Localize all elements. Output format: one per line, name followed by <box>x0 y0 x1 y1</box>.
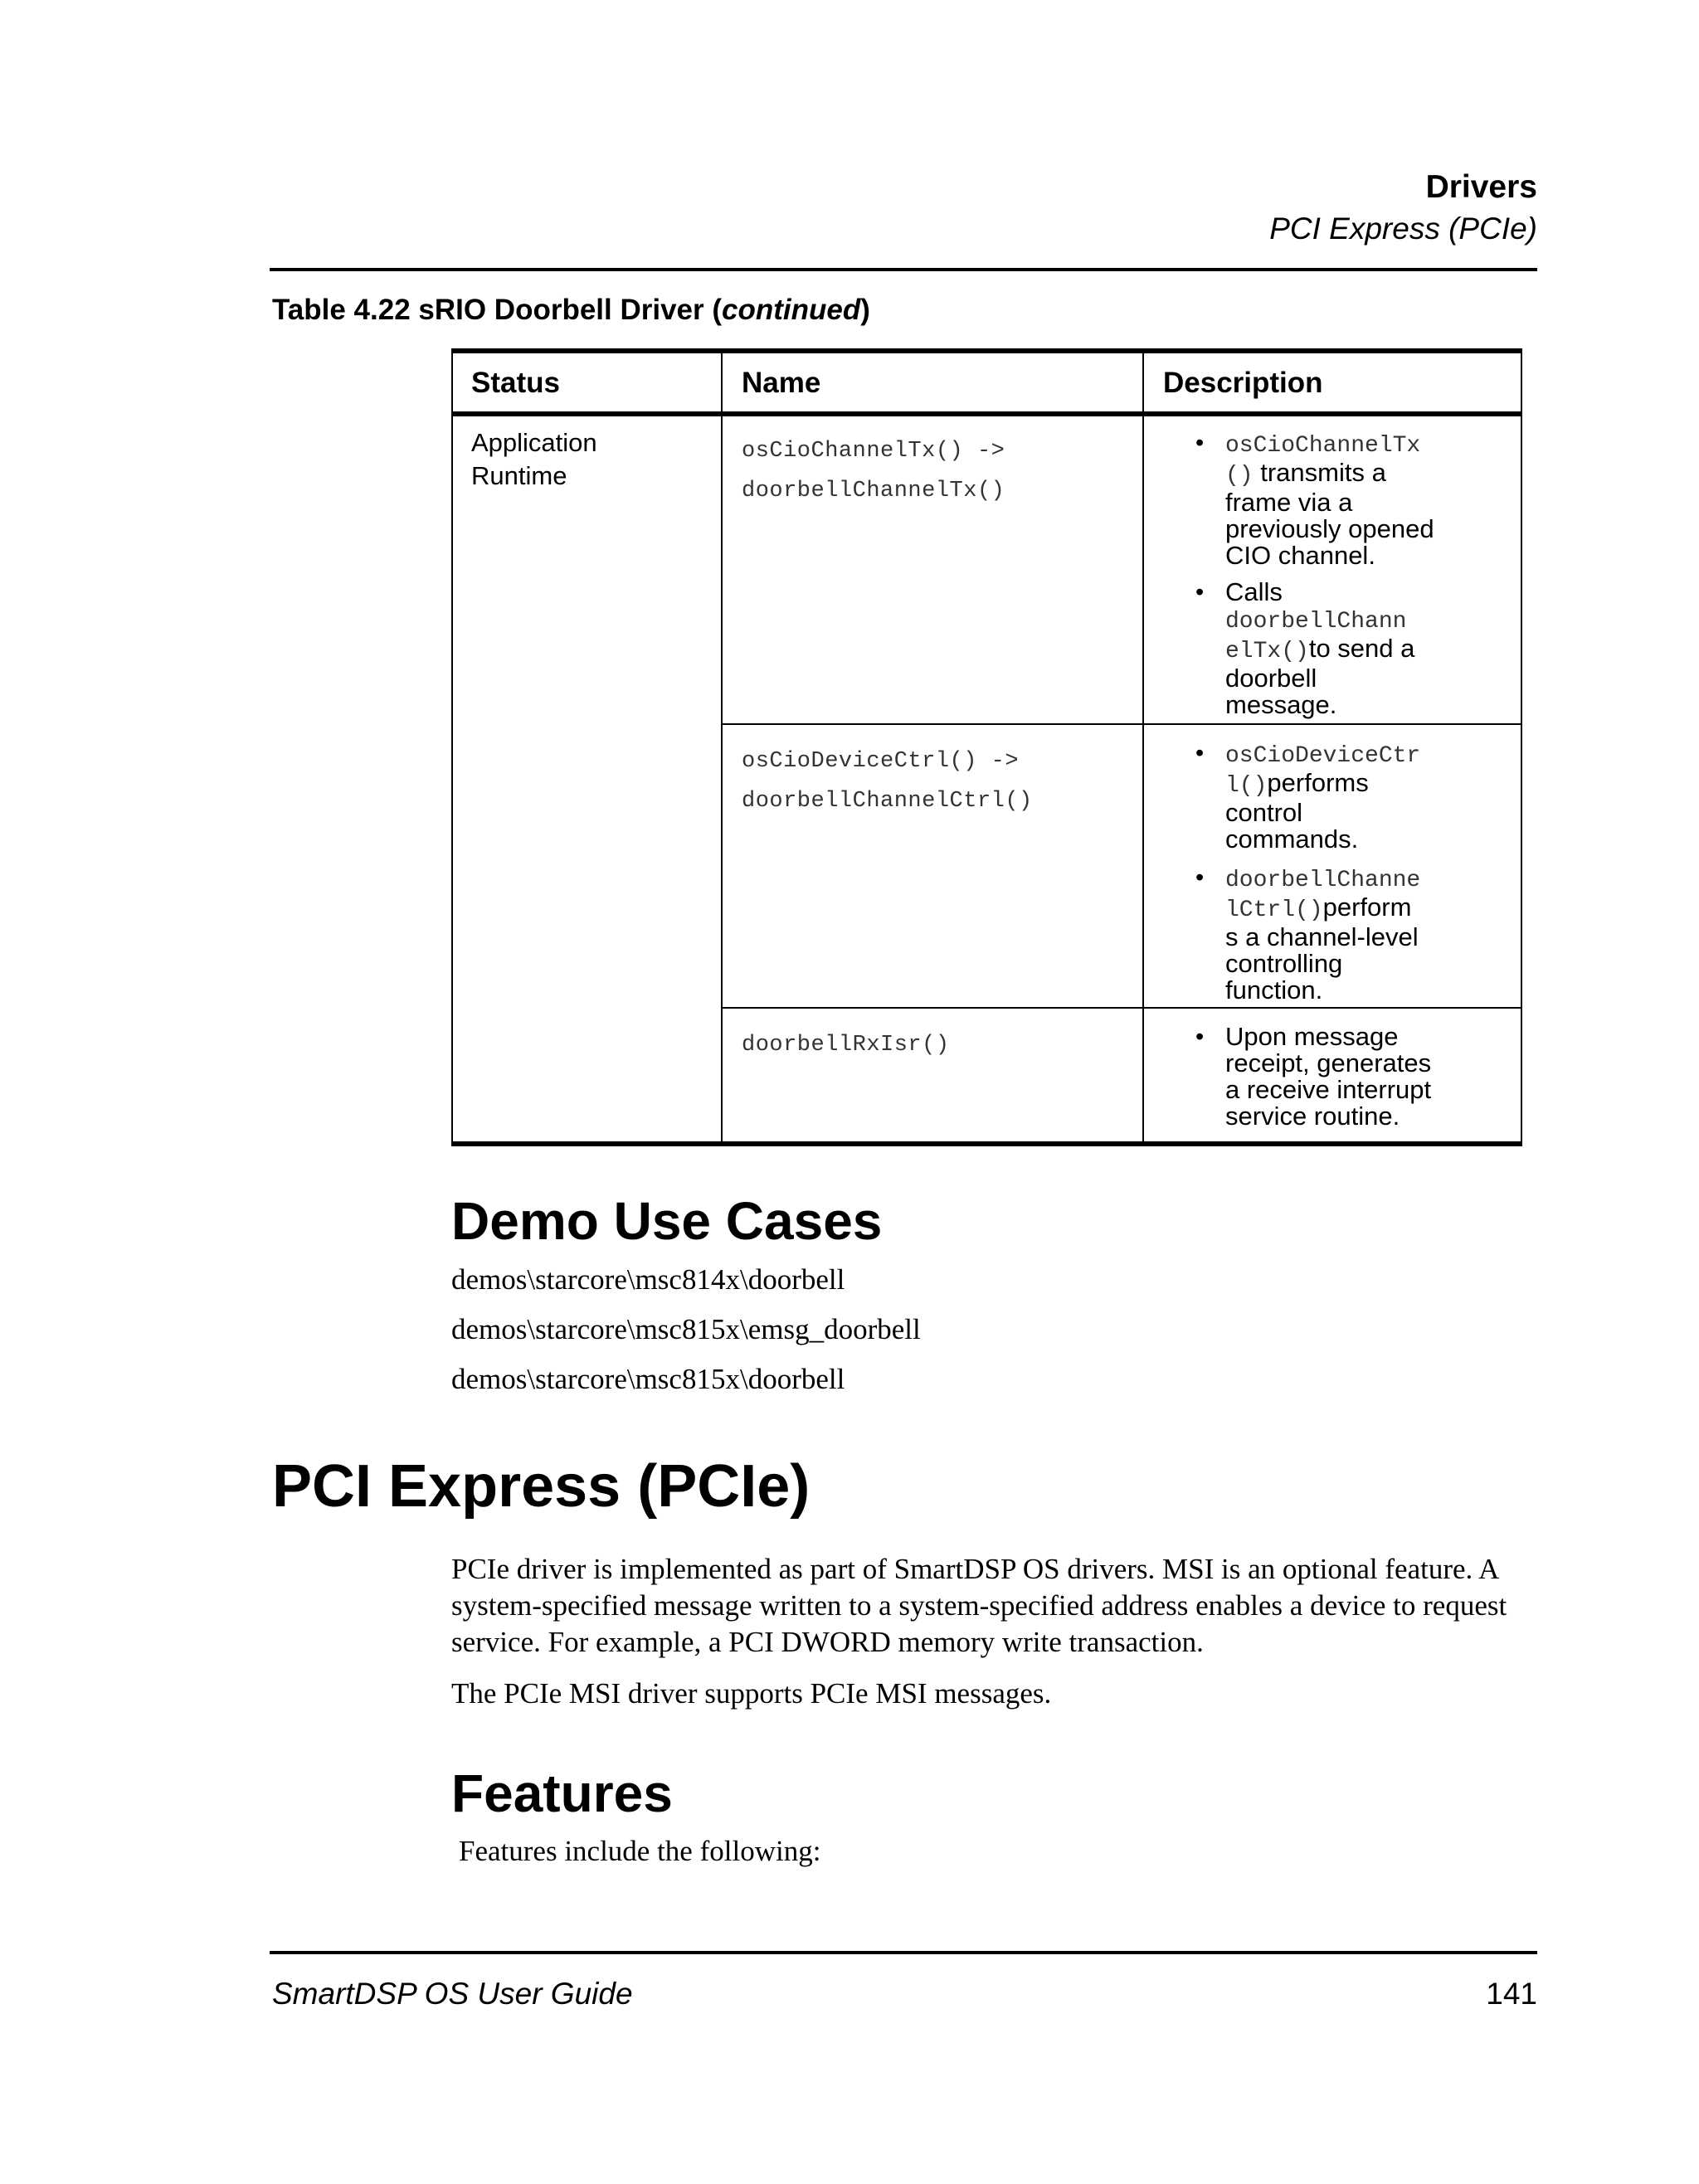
column-header-name: Name <box>742 367 821 399</box>
status-cell: Application Runtime <box>471 428 597 490</box>
bullet-icon: • <box>1195 740 1205 766</box>
description-bullet: • doorbellChanne lCtrl()perform s a channel-level controlling function. <box>1195 864 1421 1004</box>
column-divider <box>1142 348 1144 1146</box>
bullet-icon: • <box>1195 1024 1205 1050</box>
demo-use-cases-heading: Demo Use Cases <box>451 1191 883 1251</box>
header-rule <box>270 268 1537 271</box>
description-bullet: • Upon message receipt, generates a receive interrupt service routine. <box>1195 1022 1432 1131</box>
row-divider <box>721 723 1522 725</box>
table-top-rule <box>451 348 1522 353</box>
table-right-border <box>1521 348 1522 1146</box>
table-caption-continued: continued <box>722 294 861 326</box>
column-divider <box>721 348 723 1146</box>
doorbell-driver-table <box>451 348 1522 1146</box>
name-cell: osCioChannelTx() -> doorbellChannelTx() <box>742 439 1005 503</box>
demo-path: demos\starcore\msc814x\doorbell <box>451 1263 845 1296</box>
name-cell: doorbellRxIsr() <box>742 1033 950 1058</box>
column-header-description: Description <box>1163 367 1323 399</box>
description-bullet: • osCioDeviceCtr l()performs control commands. <box>1195 740 1421 854</box>
name-cell: osCioDeviceCtrl() -> doorbellChannelCtrl() <box>742 749 1033 814</box>
table-left-border <box>451 348 453 1146</box>
description-bullet: • Calls doorbellChann elTx()to send a doorbell message. <box>1195 577 1415 719</box>
demo-path: demos\starcore\msc815x\emsg_doorbell <box>451 1313 921 1345</box>
pcie-section-heading: PCI Express (PCIe) <box>272 1453 811 1520</box>
bullet-icon: • <box>1195 864 1205 891</box>
pcie-intro-paragraph: PCIe driver is implemented as part of SmartDSP OS drivers. MSI is an optional feature. A system-specified message written to a system-specified address enables a device to request service. For example, a PCI DWORD memory write transaction. <box>451 1553 1507 1658</box>
features-intro: Features include the following: <box>459 1835 821 1867</box>
footer-rule <box>270 1951 1537 1954</box>
table-caption: Table 4.22 sRIO Doorbell Driver (continued) <box>272 294 870 326</box>
row-divider <box>721 1007 1522 1009</box>
bullet-icon: • <box>1195 430 1205 456</box>
running-header-subtitle: PCI Express (PCIe) <box>1269 212 1537 246</box>
description-bullet: • osCioChannelTx () transmits a frame via a previously opened CIO channel. <box>1195 430 1434 570</box>
column-header-status: Status <box>471 367 560 399</box>
bullet-icon: • <box>1195 579 1205 606</box>
page-number: 141 <box>1486 1977 1537 2011</box>
table-header-rule <box>451 411 1522 416</box>
footer-document-title: SmartDSP OS User Guide <box>272 1977 633 2011</box>
pcie-msi-paragraph: The PCIe MSI driver supports PCIe MSI messages. <box>451 1677 1052 1710</box>
table-bottom-rule <box>451 1141 1522 1146</box>
demo-path: demos\starcore\msc815x\doorbell <box>451 1363 845 1395</box>
running-header-title: Drivers <box>1425 169 1537 205</box>
features-heading: Features <box>451 1763 673 1823</box>
